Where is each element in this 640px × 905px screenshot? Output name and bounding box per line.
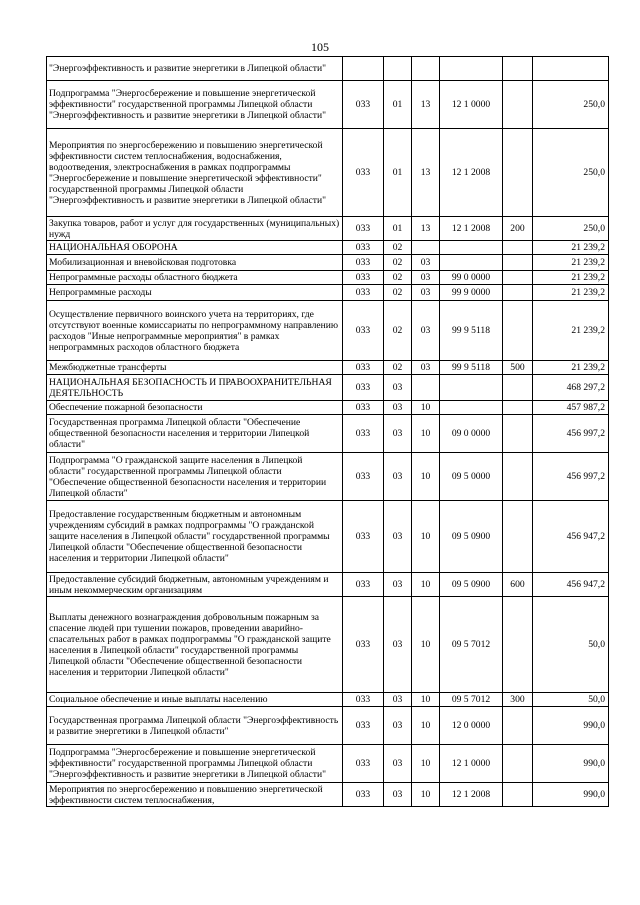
cell-name: Осуществление первичного воинского учета на территориях, где отсутствуют военные комиссариаты по непрограммному направлению расходов "Иные непрограммные мероприятия" в рамках непрограммных расходов областного бюджета [47, 301, 343, 361]
cell-ved: 033 [343, 285, 384, 301]
cell-ved: 033 [343, 415, 384, 453]
cell-pr: 13 [412, 217, 440, 241]
cell-sum: 21 239,2 [533, 361, 609, 375]
cell-name: Предоставление субсидий бюджетным, автономным учреждениям и иным некоммерческим организациям [47, 573, 343, 597]
table-row [47, 81, 609, 129]
cell-name: Государственная программа Липецкой области "Обеспечение общественной безопасности населения и территории Липецкой области" [47, 415, 343, 453]
cell-rz: 03 [384, 453, 412, 501]
cell-pr: 10 [412, 783, 440, 807]
table-row [47, 129, 609, 217]
cell-name: Межбюджетные трансферты [47, 361, 343, 375]
table-row [47, 745, 609, 783]
cell-ved: 033 [343, 361, 384, 375]
cell-ved: 033 [343, 597, 384, 693]
cell-ved: 033 [343, 129, 384, 217]
cell-ved: 033 [343, 707, 384, 745]
cell-pr: 03 [412, 361, 440, 375]
table-row [47, 783, 609, 807]
cell-vr [503, 129, 533, 217]
cell-name: Мероприятия по энергосбережению и повышению энергетической эффективности систем теплоснабжения, [47, 783, 343, 807]
cell-vr [503, 707, 533, 745]
cell-name: НАЦИОНАЛЬНАЯ ОБОРОНА [47, 241, 343, 255]
cell-name: Подпрограмма "О гражданской защите населения в Липецкой области" государственной программы Липецкой области "Обеспечение общественной безопасности населения и территории Липецкой области" [47, 453, 343, 501]
cell-sum: 250,0 [533, 129, 609, 217]
table-row [47, 597, 609, 693]
cell-ved: 033 [343, 241, 384, 255]
cell-rz: 02 [384, 241, 412, 255]
cell-vr: 200 [503, 217, 533, 241]
cell-rz: 03 [384, 745, 412, 783]
table-row [47, 361, 609, 375]
cell-name: Непрограммные расходы областного бюджета [47, 271, 343, 285]
cell-rz: 03 [384, 693, 412, 707]
cell-ved: 033 [343, 573, 384, 597]
cell-csr: 09 5 0000 [440, 453, 503, 501]
cell-pr: 03 [412, 301, 440, 361]
cell-pr: 10 [412, 453, 440, 501]
cell-sum: 457 987,2 [533, 401, 609, 415]
cell-vr [503, 57, 533, 81]
cell-name: НАЦИОНАЛЬНАЯ БЕЗОПАСНОСТЬ И ПРАВООХРАНИТЕЛЬНАЯ ДЕЯТЕЛЬНОСТЬ [47, 375, 343, 401]
cell-name: Закупка товаров, работ и услуг для государственных (муниципальных) нужд [47, 217, 343, 241]
cell-csr: 99 9 5118 [440, 301, 503, 361]
cell-ved: 033 [343, 375, 384, 401]
cell-sum: 21 239,2 [533, 255, 609, 271]
table-row [47, 501, 609, 573]
cell-csr: 99 0 0000 [440, 271, 503, 285]
cell-vr [503, 241, 533, 255]
cell-csr: 09 5 0900 [440, 573, 503, 597]
table-row [47, 217, 609, 241]
table-row [47, 573, 609, 597]
cell-sum: 456 947,2 [533, 573, 609, 597]
cell-csr [440, 375, 503, 401]
cell-rz: 03 [384, 501, 412, 573]
cell-vr: 300 [503, 693, 533, 707]
cell-rz: 03 [384, 783, 412, 807]
cell-sum: 21 239,2 [533, 285, 609, 301]
cell-sum: 468 297,2 [533, 375, 609, 401]
cell-sum: 456 997,2 [533, 453, 609, 501]
cell-rz: 01 [384, 217, 412, 241]
cell-vr [503, 745, 533, 783]
table-row [47, 693, 609, 707]
cell-csr: 09 0 0000 [440, 415, 503, 453]
cell-pr: 10 [412, 745, 440, 783]
cell-rz: 02 [384, 361, 412, 375]
cell-vr [503, 401, 533, 415]
cell-csr: 12 1 2008 [440, 783, 503, 807]
table-row [47, 301, 609, 361]
cell-rz: 03 [384, 415, 412, 453]
cell-ved: 033 [343, 745, 384, 783]
cell-pr: 03 [412, 285, 440, 301]
cell-csr: 09 5 7012 [440, 597, 503, 693]
cell-sum: 990,0 [533, 783, 609, 807]
cell-sum: 21 239,2 [533, 271, 609, 285]
table-row [47, 375, 609, 401]
cell-ved: 033 [343, 453, 384, 501]
table-row [47, 241, 609, 255]
cell-sum: 990,0 [533, 707, 609, 745]
cell-pr [412, 241, 440, 255]
cell-pr: 10 [412, 707, 440, 745]
cell-vr [503, 453, 533, 501]
cell-csr [440, 401, 503, 415]
cell-pr: 10 [412, 597, 440, 693]
cell-vr [503, 415, 533, 453]
table-row [47, 57, 609, 81]
cell-rz: 02 [384, 301, 412, 361]
cell-csr: 99 9 5118 [440, 361, 503, 375]
cell-pr: 10 [412, 573, 440, 597]
cell-name: Обеспечение пожарной безопасности [47, 401, 343, 415]
page-number: 105 [311, 40, 329, 54]
cell-pr: 03 [412, 271, 440, 285]
cell-ved: 033 [343, 255, 384, 271]
cell-sum: 250,0 [533, 217, 609, 241]
cell-pr: 13 [412, 81, 440, 129]
cell-name: Непрограммные расходы [47, 285, 343, 301]
cell-csr: 12 0 0000 [440, 707, 503, 745]
cell-sum: 21 239,2 [533, 301, 609, 361]
cell-pr: 10 [412, 693, 440, 707]
cell-sum: 21 239,2 [533, 241, 609, 255]
cell-ved: 033 [343, 501, 384, 573]
cell-csr: 09 5 0900 [440, 501, 503, 573]
cell-pr: 10 [412, 401, 440, 415]
table-row [47, 415, 609, 453]
cell-rz: 03 [384, 573, 412, 597]
table-row [47, 453, 609, 501]
cell-ved [343, 57, 384, 81]
cell-sum: 50,0 [533, 693, 609, 707]
cell-vr [503, 301, 533, 361]
cell-ved: 033 [343, 217, 384, 241]
cell-vr [503, 597, 533, 693]
cell-csr: 12 1 2008 [440, 129, 503, 217]
cell-rz: 02 [384, 285, 412, 301]
cell-vr [503, 375, 533, 401]
cell-vr [503, 285, 533, 301]
cell-sum: 456 997,2 [533, 415, 609, 453]
cell-vr [503, 783, 533, 807]
cell-csr: 12 1 0000 [440, 81, 503, 129]
cell-name: Выплаты денежного вознаграждения добровольным пожарным за спасение людей при тушении пожаров, проведении аварийно-спасательных работ в рамках подпрограммы "О гражданской защите населения в Липецкой области" государственной программы Липецкой области "Обеспечение общественной безопасности населения и территории Липецкой области" [47, 597, 343, 693]
cell-name: Государственная программа Липецкой области "Энергоэффективность и развитие энергетики в Липецкой области" [47, 707, 343, 745]
cell-vr: 500 [503, 361, 533, 375]
cell-pr [412, 375, 440, 401]
cell-csr: 12 1 2008 [440, 217, 503, 241]
table-row [47, 255, 609, 271]
cell-sum: 50,0 [533, 597, 609, 693]
table-row [47, 285, 609, 301]
cell-pr: 03 [412, 255, 440, 271]
cell-csr: 12 1 0000 [440, 745, 503, 783]
cell-csr: 09 5 7012 [440, 693, 503, 707]
cell-ved: 033 [343, 401, 384, 415]
cell-vr [503, 81, 533, 129]
cell-rz: 03 [384, 707, 412, 745]
table-row [47, 401, 609, 415]
cell-sum: 250,0 [533, 81, 609, 129]
table-row [47, 707, 609, 745]
table-row [47, 271, 609, 285]
cell-name: Подпрограмма "Энергосбережение и повышение энергетической эффективности" государственной программы Липецкой области "Энергоэффективность и развитие энергетики в Липецкой области" [47, 745, 343, 783]
cell-ved: 033 [343, 81, 384, 129]
cell-ved: 033 [343, 301, 384, 361]
cell-name: Предоставление государственным бюджетным и автономным учреждениям субсидий в рамках подпрограммы "О гражданской защите населения в Липецкой области" государственной программы Липецкой области "Обеспечение общественной безопасности населения и территории Липецкой области" [47, 501, 343, 573]
cell-pr: 10 [412, 501, 440, 573]
cell-csr [440, 241, 503, 255]
cell-rz [384, 57, 412, 81]
cell-rz: 02 [384, 255, 412, 271]
cell-sum [533, 57, 609, 81]
cell-pr [412, 57, 440, 81]
cell-pr: 13 [412, 129, 440, 217]
cell-pr: 10 [412, 415, 440, 453]
cell-name: Мобилизационная и вневойсковая подготовка [47, 255, 343, 271]
cell-rz: 02 [384, 271, 412, 285]
cell-name: Подпрограмма "Энергосбережение и повышение энергетической эффективности" государственной программы Липецкой области "Энергоэффективность и развитие энергетики в Липецкой области" [47, 81, 343, 129]
cell-sum: 456 947,2 [533, 501, 609, 573]
cell-name: Социальное обеспечение и иные выплаты населению [47, 693, 343, 707]
cell-rz: 01 [384, 81, 412, 129]
cell-csr [440, 255, 503, 271]
cell-ved: 033 [343, 693, 384, 707]
cell-vr [503, 255, 533, 271]
cell-rz: 03 [384, 401, 412, 415]
cell-csr: 99 9 0000 [440, 285, 503, 301]
cell-sum: 990,0 [533, 745, 609, 783]
cell-vr [503, 501, 533, 573]
cell-csr [440, 57, 503, 81]
cell-name: "Энергоэффективность и развитие энергетики в Липецкой области" [47, 57, 343, 81]
cell-rz: 03 [384, 597, 412, 693]
cell-ved: 033 [343, 271, 384, 285]
budget-table [46, 56, 609, 807]
cell-rz: 03 [384, 375, 412, 401]
cell-vr [503, 271, 533, 285]
cell-name: Мероприятия по энергосбережению и повышению энергетической эффективности систем теплоснабжения, водоснабжения, водоотведения, электроснабжения в рамках подпрограммы "Энергосбережение и повышение энергетической эффективности" государственной программы Липецкой области "Энергоэффективность и развитие энергетики в Липецкой области" [47, 129, 343, 217]
cell-vr: 600 [503, 573, 533, 597]
cell-ved: 033 [343, 783, 384, 807]
cell-rz: 01 [384, 129, 412, 217]
